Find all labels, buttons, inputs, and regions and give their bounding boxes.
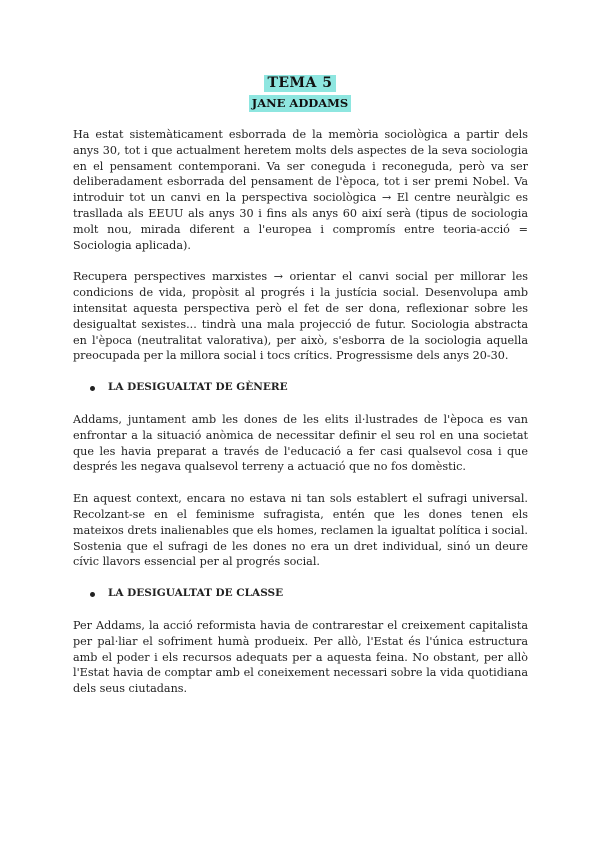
page-title: TEMA 5 (264, 75, 335, 92)
section-heading-label: LA DESIGUALTAT DE GÈNERE (108, 381, 288, 394)
section-heading-class (90, 586, 528, 602)
paragraph-gender-2: En aquest context, encara no estava ni tan sols establert el sufragi universal. Recolzant-se en el feminisme sufragista, entén que les dones tenen els mateixos drets inalienables que els homes, reclamen la igualtat política i social. Sostenia que el sufragi de les dones no era un dret individual, sinó un deure cívic llavors essencial per al progrés social. (73, 492, 528, 569)
paragraph-marxist: Recupera perspectives marxistes → orientar el canvi social per millorar les condicions de vida, propòsit al progrés i la justícia social. Desenvolupa amb intensitat aquesta perspectiva però el fet de ser dona, reflexionar sobre les desigualtat sexistes... tindrà una mala projecció de futur. Sociologia abstracta en l'època (neutralitat valorativa), per això, s'esborra de la sociologia aquella preocupada per la millora social i tocs crítics. Progressisme dels anys 20-30. (73, 270, 528, 363)
bullet-dot-icon (90, 592, 95, 597)
section-heading-gender (90, 380, 528, 396)
title-block (0, 72, 600, 112)
paragraph-gender-1: Addams, juntament amb les dones de les elits il·lustrades de l'època es van enfrontar a la situació anòmica de necessitar definir el seu rol en una societat que les havia preparat a través de l'educació a fer casi qualsevol cosa i que després les negava qualsevol terreny a actuació que no fos domèstic. (73, 412, 528, 474)
paragraph-class: Per Addams, la acció reformista havia de contrarestar el creixement capitalista per pal·liar el sofriment humà produeix. Per allò, l'Estat és l'única estructura amb el poder i els recursos adequats per a aquesta feina. No obstant, per allò l'Estat havia de comptar amb el coneixement necessari sobre la vida quotidiana dels seus ciutadans. (73, 618, 528, 696)
document-body (73, 127, 528, 713)
bullet-dot-icon (90, 386, 95, 391)
section-heading-label: LA DESIGUALTAT DE CLASSE (108, 587, 284, 600)
page-subtitle: JANE ADDAMS (249, 95, 351, 112)
paragraph-intro: Ha estat sistemàticament esborrada de la memòria sociològica a partir dels anys 30, tot i que actualment heretem molts dels aspectes de la seva sociologia en el pensament contemporani. Va ser coneguda i reconeguda, però va ser deliberadament esborrada del pensament de l'època, tot i ser premi Nobel. Va introduir tot un canvi en la perspectiva sociològica → El centre neuràlgic es trasllada als EEUU als anys 30 i fins als anys 60 així serà (tipus de sociologia molt nou, mirada diferent a l'europea i compromís entre teoria-acció = Sociologia aplicada). (73, 128, 528, 252)
